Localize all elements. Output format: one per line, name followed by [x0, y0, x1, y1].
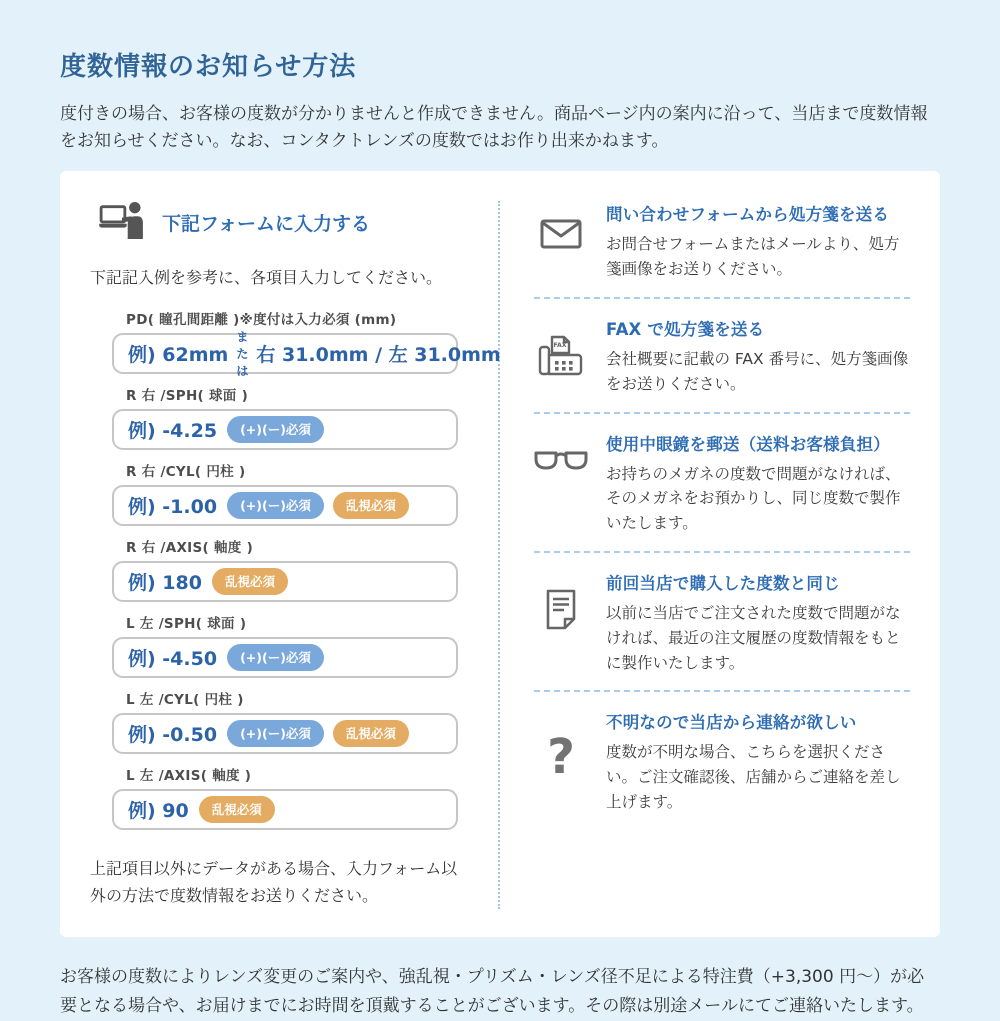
method-description: 以前に当店でご注文された度数で問題がなければ、最近の注文履歴の度数情報をもとに製作いたします。	[606, 603, 901, 672]
example-input-box	[112, 330, 501, 379]
method-item	[534, 431, 910, 536]
page-title: 度数情報のお知らせ方法	[60, 52, 357, 82]
method-text	[606, 316, 910, 397]
method-title: 使用中眼鏡を郵送（送料お客様負担）	[606, 434, 890, 454]
example-field-row	[112, 764, 458, 830]
example-field-row	[112, 536, 458, 602]
badge-group	[227, 492, 409, 519]
field-label: R 右 /AXIS( 軸度 )	[126, 540, 254, 557]
example-fields-list	[112, 308, 501, 830]
example-value: 例) -1.00	[128, 496, 218, 519]
method-title: FAX で処方箋を送る	[606, 319, 765, 339]
badge-astigmatism-required: 乱視必須	[333, 492, 409, 519]
method-text	[606, 201, 910, 282]
example-value: 例) 180	[128, 572, 202, 595]
example-value-after: 右 31.0mm / 左 31.0mm	[256, 344, 501, 367]
badge-astigmatism-required: 乱視必須	[212, 568, 288, 595]
example-field-row	[112, 688, 458, 754]
method-item	[534, 709, 910, 814]
field-label: R 右 /SPH( 球面 )	[126, 388, 249, 405]
form-section-title: 下記フォームに入力する	[162, 212, 371, 235]
method-title: 問い合わせフォームから処方箋を送る	[606, 205, 890, 225]
method-item	[534, 570, 910, 675]
method-item	[534, 316, 910, 397]
field-label: PD( 瞳孔間距離 )※度付は入力必須 (mm)	[126, 312, 397, 329]
badge-group	[227, 720, 409, 747]
badge-plus-minus-required: (+)(ー)必須	[227, 720, 324, 747]
method-description: お問合せフォームまたはメールより、処方箋画像をお送りください。	[606, 235, 900, 279]
example-value: 例) 62mm	[128, 344, 229, 367]
method-title: 不明なので当店から連絡が欲しい	[606, 713, 857, 733]
example-input-box	[112, 713, 458, 754]
envelope-icon	[534, 201, 588, 249]
fax-icon	[534, 316, 588, 376]
person-at-computer-icon	[98, 201, 146, 243]
example-field-row	[112, 460, 458, 526]
badge-group	[199, 796, 275, 823]
example-field-row	[112, 384, 458, 450]
method-text	[606, 709, 910, 814]
example-value: 例) 90	[128, 800, 189, 823]
question-icon: ?	[547, 729, 575, 786]
method-text	[606, 570, 910, 675]
field-label: R 右 /CYL( 円柱 )	[126, 464, 246, 481]
method-item	[534, 201, 910, 282]
example-value-small: または	[236, 330, 249, 379]
field-label: L 左 /CYL( 円柱 )	[126, 692, 244, 709]
example-value: 例) -4.25	[128, 420, 218, 443]
example-input-box	[112, 409, 458, 450]
example-field-row	[112, 308, 501, 379]
form-instruction: 下記記入例を参考に、各項目入力してください。	[90, 268, 443, 288]
example-input-box	[112, 789, 458, 830]
dashed-separator	[534, 412, 910, 414]
footer-note: お客様の度数によりレンズ変更のご案内や、強乱視・プリズム・レンズ径不足による特注費（+3,300 円～）が必要となる場合や、お届けまでにお時間を頂戴することがございます。その際は別途メールにてご連絡いたします。	[60, 967, 925, 1017]
badge-plus-minus-required: (+)(ー)必須	[227, 416, 324, 443]
badge-group	[227, 644, 324, 671]
dashed-separator	[534, 297, 910, 299]
example-field-row	[112, 612, 458, 678]
form-note: 上記項目以外にデータがある場合、入力フォーム以外の方法で度数情報をお送りください。	[90, 859, 458, 905]
form-example-column	[60, 201, 500, 909]
document-icon	[534, 570, 588, 630]
method-description: 度数が不明な場合、こちらを選択ください。ご注文確認後、店舗からご連絡を差し上げます。	[606, 743, 901, 811]
intro-text: 度付きの場合、お客様の度数が分かりませんと作成できません。商品ページ内の案内に沿って、当店まで度数情報をお知らせください。なお、コンタクトレンズの度数ではお作り出来かねます。	[60, 104, 928, 152]
alternative-methods-column	[500, 201, 940, 909]
method-description: 会社概要に記載の FAX 番号に、処方箋画像をお送りください。	[606, 349, 909, 393]
badge-astigmatism-required: 乱視必須	[199, 796, 275, 823]
field-label: L 左 /SPH( 球面 )	[126, 616, 247, 633]
field-label: L 左 /AXIS( 軸度 )	[126, 768, 252, 785]
badge-group	[212, 568, 288, 595]
example-input-box	[112, 561, 458, 602]
prescription-methods-card	[60, 171, 940, 937]
badge-plus-minus-required: (+)(ー)必須	[227, 492, 324, 519]
form-section-header	[90, 201, 468, 243]
badge-plus-minus-required: (+)(ー)必須	[227, 644, 324, 671]
badge-group	[227, 416, 324, 443]
example-input-box	[112, 637, 458, 678]
method-description: お持ちのメガネの度数で問題がなければ、そのメガネをお預かりし、同じ度数で製作いたします。	[606, 464, 901, 533]
svg-text:FAX: FAX	[553, 341, 567, 349]
dashed-separator	[534, 551, 910, 553]
example-value: 例) -0.50	[128, 724, 218, 747]
method-text	[606, 431, 910, 536]
example-value: 例) -4.50	[128, 648, 218, 671]
badge-astigmatism-required: 乱視必須	[333, 720, 409, 747]
glasses-icon	[534, 431, 588, 473]
example-input-box	[112, 485, 458, 526]
method-title: 前回当店で購入した度数と同じ	[606, 573, 840, 593]
dashed-separator	[534, 690, 910, 692]
